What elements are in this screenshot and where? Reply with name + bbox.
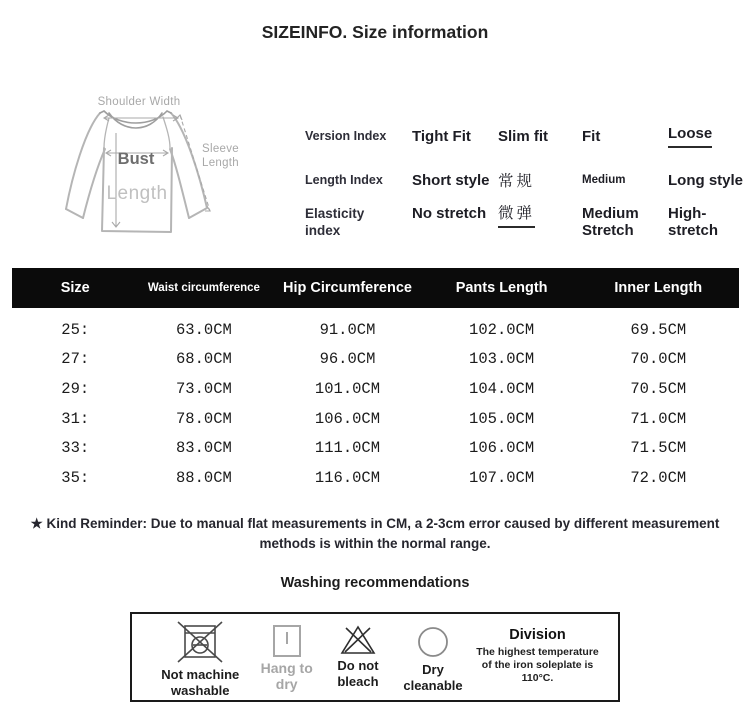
hip-cell: 101.0CM xyxy=(314,379,381,398)
waist-cell: 68.0CM xyxy=(176,350,232,369)
size-cell: 31: xyxy=(61,409,90,428)
elasticity-option-medium: Medium Stretch xyxy=(582,205,639,239)
do-not-bleach-icon xyxy=(338,624,378,656)
pants-length-cell: 104.0CM xyxy=(469,379,535,398)
fit-index-table xyxy=(300,113,750,265)
size-cell: 33: xyxy=(61,439,90,458)
kind-reminder-text: ★ Kind Reminder: Due to manual flat measurements in CM, a 2-3cm error caused by different measurement methods is within the normal range. xyxy=(30,516,720,551)
inner-length-cell: 70.0CM xyxy=(630,350,687,369)
waist-cell: 73.0CM xyxy=(176,379,232,398)
pants-length-cell: 102.0CM xyxy=(469,320,535,339)
hip-cell: 96.0CM xyxy=(319,350,376,369)
care-label: Not machine washable xyxy=(161,667,240,698)
size-table-header xyxy=(12,268,739,308)
inner-length-cell: 69.5CM xyxy=(630,320,687,339)
size-cell: 29: xyxy=(61,379,90,398)
table-row xyxy=(12,345,739,375)
table-row xyxy=(12,315,739,345)
shirt-outline-icon xyxy=(30,85,290,255)
division-title: Division xyxy=(509,627,566,643)
no-machine-wash-icon xyxy=(176,621,224,665)
waist-cell: 88.0CM xyxy=(176,468,232,487)
inner-length-cell: 71.0CM xyxy=(630,409,687,428)
care-label: Dry cleanable xyxy=(403,662,463,693)
washing-recommendations-heading: Washing recommendations xyxy=(280,575,470,591)
dry-clean-icon xyxy=(415,624,451,660)
length-option-short: Short style xyxy=(412,171,490,189)
length-label: Length xyxy=(106,183,168,204)
hip-cell: 91.0CM xyxy=(319,320,376,339)
care-item-do-not-bleach xyxy=(321,621,395,689)
version-option-fit: Fit xyxy=(582,127,601,145)
elasticity-option-none: No stretch xyxy=(412,205,487,222)
bust-label: Bust xyxy=(117,150,155,168)
elasticity-option-slight: 微弹 xyxy=(498,201,582,228)
pants-length-cell: 103.0CM xyxy=(469,350,535,369)
header-waist: Waist circumference xyxy=(147,282,260,294)
version-option-slim: Slim fit xyxy=(498,127,549,145)
size-cell: 25: xyxy=(61,320,90,339)
version-option-loose: Loose xyxy=(668,125,748,148)
elasticity-index-label: Elasticity index xyxy=(305,206,365,238)
hip-cell: 116.0CM xyxy=(314,468,381,487)
care-item-not-machine-washable xyxy=(148,621,253,698)
waist-cell: 83.0CM xyxy=(176,439,232,458)
header-hip: Hip Circumference xyxy=(283,280,412,296)
version-index-label: Version Index xyxy=(305,129,387,143)
header-inner-length: Inner Length xyxy=(614,280,703,296)
inner-length-cell: 70.5CM xyxy=(630,379,687,398)
table-row xyxy=(12,404,739,434)
waist-cell: 63.0CM xyxy=(176,320,232,339)
elasticity-option-high: High-stretch xyxy=(668,205,719,239)
length-option-medium: Medium xyxy=(582,174,626,186)
pants-length-cell: 105.0CM xyxy=(469,409,535,428)
inner-length-cell: 71.5CM xyxy=(630,439,687,458)
length-option-long: Long style xyxy=(668,171,744,189)
pants-length-cell: 107.0CM xyxy=(469,468,535,487)
washing-care-legend xyxy=(130,612,620,702)
hip-cell: 111.0CM xyxy=(314,439,381,458)
pants-length-cell: 106.0CM xyxy=(469,439,535,458)
garment-diagram xyxy=(30,85,290,255)
header-pants-length: Pants Length xyxy=(455,280,548,296)
size-cell: 35: xyxy=(61,468,90,487)
hip-cell: 106.0CM xyxy=(314,409,381,428)
shoulder-width-label: Shoulder Width xyxy=(97,96,181,108)
care-item-ironing-division xyxy=(471,621,604,685)
care-item-hang-to-dry xyxy=(253,621,321,692)
division-text: The highest temperature of the iron soleplate is 110°C. xyxy=(476,646,599,684)
care-label: Hang to dry xyxy=(260,660,313,692)
version-option-tight: Tight Fit xyxy=(412,127,471,145)
length-index-label: Length Index xyxy=(305,173,383,187)
size-table-body xyxy=(12,308,739,493)
hang-to-dry-icon xyxy=(271,624,303,658)
care-item-dry-cleanable xyxy=(395,621,471,693)
header-size: Size xyxy=(60,280,90,296)
table-row xyxy=(12,374,739,404)
table-row xyxy=(12,433,739,463)
page-title: SIZEINFO. Size information xyxy=(261,22,489,42)
care-label: Do not bleach xyxy=(337,658,379,689)
waist-cell: 78.0CM xyxy=(176,409,232,428)
table-row xyxy=(12,463,739,493)
inner-length-cell: 72.0CM xyxy=(630,468,687,487)
length-option-regular: 常规 xyxy=(498,173,536,190)
size-cell: 27: xyxy=(61,350,90,369)
sleeve-length-label: Sleeve Length xyxy=(202,143,239,169)
